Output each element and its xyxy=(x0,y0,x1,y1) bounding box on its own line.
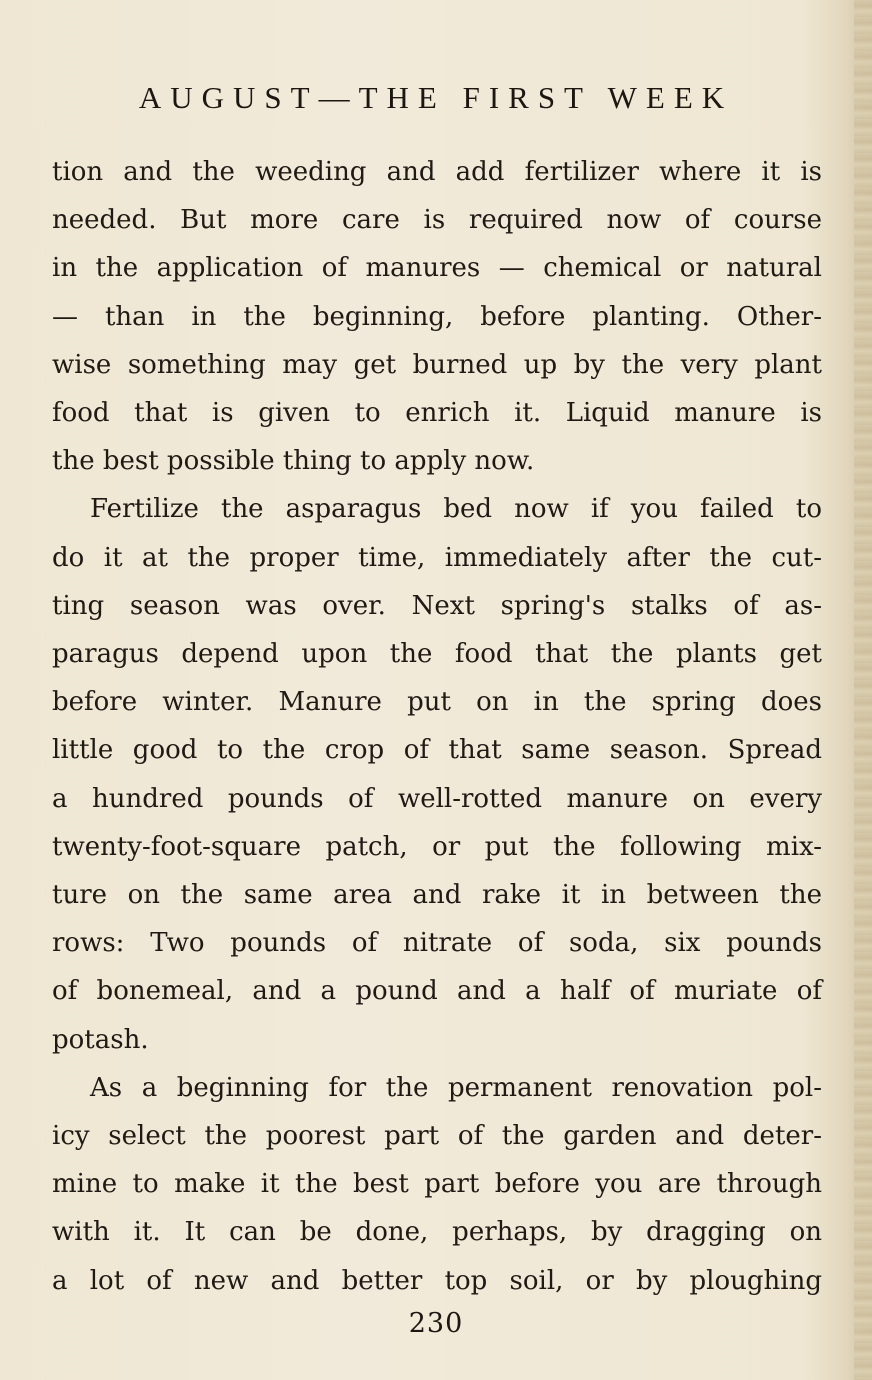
text-line: food that is given to enrich it. Liquid manure is xyxy=(52,398,822,429)
text-line: ting season was over. Next spring's stalks of as- xyxy=(52,590,822,621)
text-line: in the application of manures — chemical or natural xyxy=(52,253,822,284)
text-line: twenty-foot-square patch, or put the following mix- xyxy=(52,831,822,862)
running-head: AUGUST—THE FIRST WEEK xyxy=(138,80,734,115)
text-line: As a beginning for the permanent renovation pol- xyxy=(90,1072,822,1103)
text-line: a hundred pounds of well-rotted manure on every xyxy=(52,783,822,814)
page-edge xyxy=(854,0,872,1380)
text-line: paragus depend upon the food that the plants get xyxy=(52,639,822,670)
paragraph-2 xyxy=(52,485,822,1063)
text-line: a lot of new and better top soil, or by ploughing xyxy=(52,1265,822,1296)
text-line: ture on the same area and rake it in between the xyxy=(52,880,822,911)
text-line: with it. It can be done, perhaps, by dragging on xyxy=(52,1217,822,1248)
text-line: — than in the beginning, before planting. Other- xyxy=(52,301,822,332)
text-line: of bonemeal, and a pound and a half of muriate of xyxy=(52,976,822,1007)
page-number: 230 xyxy=(408,1308,464,1339)
paragraph-1 xyxy=(52,148,822,485)
text-line: potash. xyxy=(52,1024,149,1055)
text-line: tion and the weeding and add fertilizer where it is xyxy=(52,157,822,187)
paragraph-3 xyxy=(52,1064,822,1305)
text-line: Fertilize the asparagus bed now if you failed to xyxy=(90,494,822,525)
body-text xyxy=(52,148,822,1305)
text-line: rows: Two pounds of nitrate of soda, six pounds xyxy=(52,928,822,959)
text-line: mine to make it the best part before you are through xyxy=(52,1169,822,1200)
text-line: the best possible thing to apply now. xyxy=(52,446,535,477)
text-line: before winter. Manure put on in the spring does xyxy=(52,687,822,718)
text-line: needed. But more care is required now of course xyxy=(52,205,822,236)
text-line: wise something may get burned up by the very plant xyxy=(52,349,822,380)
text-line: icy select the poorest part of the garden and deter- xyxy=(52,1121,822,1152)
text-line: do it at the proper time, immediately after the cut- xyxy=(52,542,822,573)
text-line: little good to the crop of that same season. Spread xyxy=(52,735,822,766)
